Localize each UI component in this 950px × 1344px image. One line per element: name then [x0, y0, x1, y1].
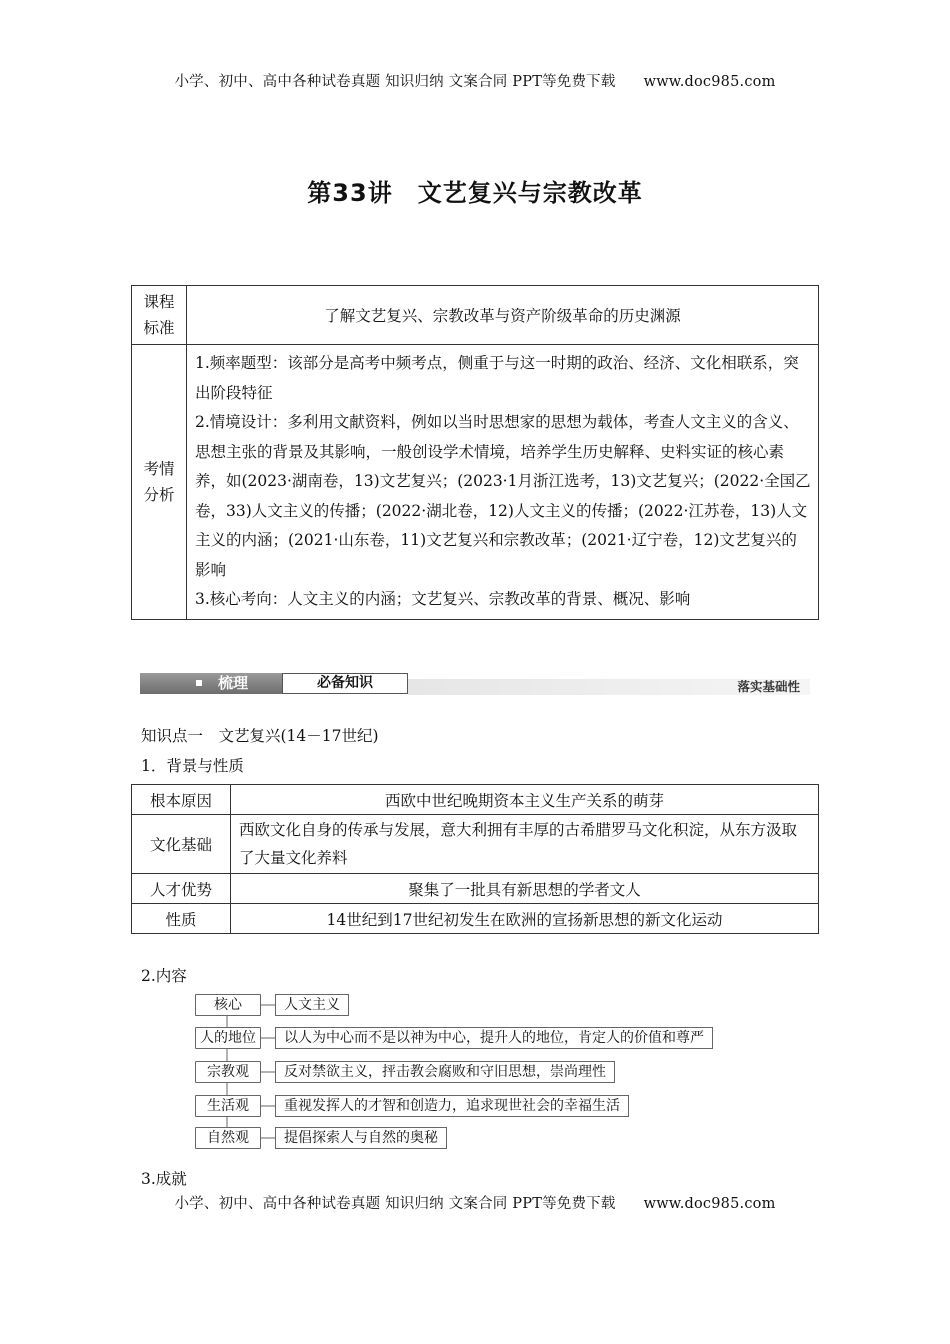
standard-text: 了解文艺复兴、宗教改革与资产阶级革命的历史渊源 [187, 286, 819, 345]
row-key: 人才优势 [132, 874, 231, 904]
content-value-life: 重视发挥人的才智和创造力，追求现世社会的幸福生活 [275, 1095, 629, 1117]
footer-text: 小学、初中、高中各种试卷真题 知识归纳 文案合同 PPT等免费下载 [174, 1196, 616, 1212]
analysis-label-line-2: 分析 [143, 485, 175, 504]
analysis-row [132, 345, 819, 620]
banner-square-icon [196, 680, 202, 686]
analysis-item-core: 3.核心考向：人文主义的内涵；文艺复兴、宗教改革的背景、概况、影响 [195, 590, 691, 608]
analysis-item-context: 2.情境设计：多利用文献资料，例如以当时思想家的思想为载体，考查人文主义的含义、思想主张的背景及其影响，一般创设学术情境，培养学生历史解释、史料实证的核心素养，如(2023·湖南卷，13)文艺复兴；(2023·1月浙江选考，13)文艺复兴；(2022·全国乙卷，33)人文主义的传播；(2022·湖北卷，12)人文主义的传播；(2022·江苏卷，13)人文主义的内涵；(2021·山东卷，11)文艺复兴和宗教改革；(2021·辽宁卷，12)文艺复兴的影响 [195, 413, 811, 579]
content-value-religion: 反对禁欲主义，抨击教会腐败和守旧思想，崇尚理性 [275, 1061, 615, 1083]
analysis-item-frequency: 1.频率题型：该部分是高考中频考点，侧重于与这一时期的政治、经济、文化相联系，突出阶段特征 [195, 354, 799, 402]
banner-section-title: 梳理 [218, 674, 249, 692]
table-row [132, 904, 819, 934]
row-key: 性质 [132, 904, 231, 934]
background-heading: 1．背景与性质 [141, 757, 244, 775]
standard-label-line-1: 课程 [143, 293, 175, 311]
content-key-nature: 自然观 [195, 1127, 261, 1149]
background-table [131, 784, 819, 934]
analysis-label-line-1: 考情 [143, 459, 175, 478]
standard-label [132, 286, 187, 345]
header-text: 小学、初中、高中各种试卷真题 知识归纳 文案合同 PPT等免费下载 [174, 74, 616, 90]
row-key: 文化基础 [132, 815, 231, 874]
content-key-religion: 宗教观 [195, 1061, 261, 1083]
table-row [132, 815, 819, 874]
content-heading: 2.内容 [141, 967, 187, 985]
row-value: 14世纪到17世纪初发生在欧洲的宣扬新思想的新文化运动 [231, 904, 819, 934]
content-key-core: 核心 [195, 994, 261, 1016]
content-key-human-status: 人的地位 [195, 1027, 261, 1049]
banner-tagline: 落实基础性 [737, 679, 800, 694]
content-value-core: 人文主义 [275, 994, 349, 1016]
overview-table [131, 285, 819, 620]
content-key-life: 生活观 [195, 1095, 261, 1117]
row-value: 西欧文化自身的传承与发展，意大利拥有丰厚的古希腊罗马文化积淀，从东方汲取了大量文化养料 [231, 815, 819, 874]
achievements-heading: 3.成就 [141, 1170, 187, 1188]
section-banner [140, 673, 810, 697]
row-value: 西欧中世纪晚期资本主义生产关系的萌芽 [231, 785, 819, 815]
row-key: 根本原因 [132, 785, 231, 815]
footer-site: www.doc985.com [643, 1196, 776, 1212]
banner-dark-block [140, 673, 282, 694]
page-title: 第33讲 文艺复兴与宗教改革 [307, 179, 643, 207]
table-row [132, 874, 819, 904]
header-site: www.doc985.com [643, 74, 776, 90]
row-value: 聚集了一批具有新思想的学者文人 [231, 874, 819, 904]
banner-label: 必备知识 [282, 673, 408, 694]
analysis-label [132, 345, 187, 620]
analysis-text [187, 345, 819, 620]
knowledge-point-heading: 知识点一 文艺复兴(14－17世纪) [141, 727, 379, 745]
standard-row [132, 286, 819, 345]
content-value-human-status: 以人为中心而不是以神为中心，提升人的地位，肯定人的价值和尊严 [275, 1027, 713, 1049]
table-row [132, 785, 819, 815]
page-footer [0, 1192, 950, 1213]
content-value-nature: 提倡探索人与自然的奥秘 [275, 1127, 447, 1149]
standard-label-line-2: 标准 [143, 319, 175, 337]
page-header [0, 70, 950, 91]
